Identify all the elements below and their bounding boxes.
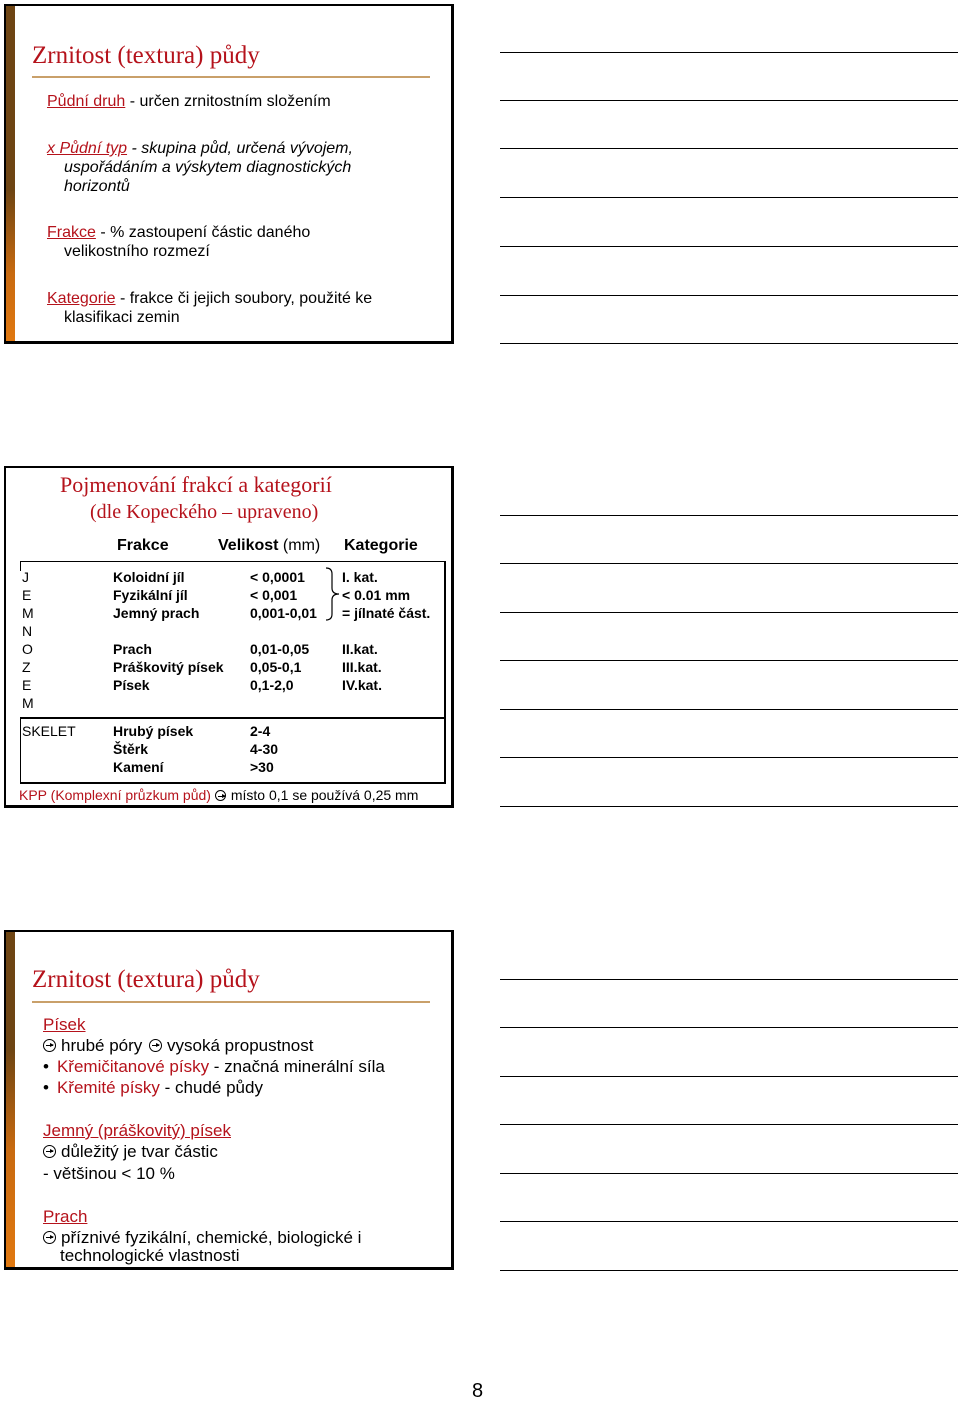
item-kategorie-line2: klasifikaci zemin <box>64 309 180 326</box>
slide-title: Zrnitost (textura) půdy <box>32 42 260 69</box>
sec-pisek-c: • Křemité písky - chudé půdy <box>43 1078 263 1097</box>
table-bottom-line <box>20 782 445 784</box>
note-line <box>500 1124 958 1125</box>
row-cat: III.kat. <box>342 659 382 675</box>
row-size: 0,001-0,01 <box>250 605 317 621</box>
header-velikost: Velikost (mm) <box>218 537 321 554</box>
side-letter: Z <box>22 659 31 675</box>
item-pudni-typ-line2: uspořádáním a výskytem diagnostických <box>64 159 352 176</box>
note-line <box>500 1270 958 1271</box>
row-name: Prach <box>113 641 152 657</box>
note-line <box>500 979 958 980</box>
side-letter: O <box>22 641 33 657</box>
note-line <box>500 148 958 149</box>
side-letter: N <box>22 623 33 639</box>
sec-pisek-a: hrubé póry vysoká propustnost <box>43 1036 313 1055</box>
sec-jemny-b: - většinou < 10 % <box>43 1164 175 1183</box>
title-rule <box>32 76 430 78</box>
slide-title: Zrnitost (textura) půdy <box>32 966 260 993</box>
item-pudni-typ-line3: horizontů <box>64 178 130 195</box>
note-line <box>500 1076 958 1077</box>
slide-1 <box>4 4 454 344</box>
skelet-size: >30 <box>250 759 274 775</box>
curly-brace-icon <box>324 566 342 622</box>
row-size: < 0,001 <box>250 587 298 603</box>
item-kategorie: Kategorie - frakce či jejich soubory, použité ke <box>47 290 373 307</box>
side-letter: E <box>22 587 32 603</box>
row-name: Fyzikální jíl <box>113 587 188 603</box>
term-frakce[interactable]: Frakce <box>47 224 96 241</box>
row-cat: < 0.01 mm <box>342 587 411 603</box>
side-letter: E <box>22 677 32 693</box>
row-cat: II.kat. <box>342 641 378 657</box>
note-line <box>500 100 958 101</box>
term-pudni-druh[interactable]: Půdní druh <box>47 93 126 110</box>
arrow-right-icon <box>43 1039 56 1052</box>
note-line <box>500 660 958 661</box>
skelet-size: 4-30 <box>250 741 279 757</box>
sec-prach-a: příznivé fyzikální, chemické, biologické i <box>43 1228 361 1247</box>
arrow-right-icon <box>43 1145 56 1158</box>
sec-prach-a2: technologické vlastnosti <box>60 1246 240 1265</box>
note-line <box>500 1027 958 1028</box>
slide-2 <box>4 466 454 808</box>
table-left-top-line <box>20 561 21 571</box>
slide-accent-bar <box>6 932 15 1267</box>
slide-title: Pojmenování frakcí a kategorií <box>60 472 332 497</box>
row-cat: = jílnaté část. <box>342 605 431 621</box>
table-left-line <box>20 717 21 783</box>
note-line <box>500 612 958 613</box>
note-line <box>500 343 958 344</box>
side-letter: J <box>22 569 29 585</box>
note-line <box>500 52 958 53</box>
row-size: 0,1-2,0 <box>250 677 294 693</box>
arrow-right-icon <box>149 1039 162 1052</box>
sec-jemny-head[interactable]: Jemný (práškovitý) písek <box>43 1121 231 1140</box>
skelet-name: Hrubý písek <box>113 723 194 739</box>
row-size: 0,01-0,05 <box>250 641 310 657</box>
page-number: 8 <box>472 1380 484 1402</box>
note-line <box>500 757 958 758</box>
item-frakce-line2: velikostního rozmezí <box>64 243 210 260</box>
skelet-name: Kamení <box>113 759 164 775</box>
slide-3 <box>4 930 454 1270</box>
row-cat: IV.kat. <box>342 677 382 693</box>
note-line <box>500 563 958 564</box>
skelet-size: 2-4 <box>250 723 271 739</box>
note-line <box>500 246 958 247</box>
kpp-note: KPP (Komplexní průzkum půd) místo 0,1 se používá 0,25 mm <box>19 787 419 803</box>
row-size: < 0,0001 <box>250 569 305 585</box>
table-mid-line <box>20 717 445 719</box>
note-line <box>500 197 958 198</box>
term-kategorie[interactable]: Kategorie <box>47 290 116 307</box>
sec-pisek-head[interactable]: Písek <box>43 1015 86 1034</box>
sec-jemny-a: důležitý je tvar částic <box>43 1142 218 1161</box>
table-right-line <box>444 561 446 784</box>
note-line <box>500 709 958 710</box>
row-name: Jemný prach <box>113 605 200 621</box>
item-frakce: Frakce - % zastoupení částic daného <box>47 224 311 241</box>
row-size: 0,05-0,1 <box>250 659 302 675</box>
arrow-right-icon <box>43 1231 56 1244</box>
row-name: Koloidní jíl <box>113 569 185 585</box>
header-frakce: Frakce <box>117 537 169 554</box>
term-pudni-typ[interactable]: x Půdní typ <box>47 140 128 157</box>
note-line <box>500 515 958 516</box>
table-top-line <box>20 561 445 562</box>
note-line <box>500 1173 958 1174</box>
note-line <box>500 806 958 807</box>
item-pudni-typ: x Půdní typ - skupina půd, určená vývojem, <box>47 140 353 157</box>
header-kategorie: Kategorie <box>344 537 418 554</box>
skelet-name: Štěrk <box>113 741 149 757</box>
row-cat: I. kat. <box>342 569 378 585</box>
sec-pisek-b: • Křemičitanové písky - značná minerální síla <box>43 1057 385 1076</box>
side-letter: M <box>22 605 34 621</box>
side-letter: M <box>22 695 34 711</box>
note-line <box>500 1221 958 1222</box>
row-name: Práškovitý písek <box>113 659 224 675</box>
slide-subtitle: (dle Kopeckého – upraveno) <box>90 501 319 523</box>
item-pudni-druh: Půdní druh - určen zrnitostním složením <box>47 93 331 110</box>
slide-accent-bar <box>6 6 15 341</box>
sec-prach-head[interactable]: Prach <box>43 1207 88 1226</box>
title-rule <box>32 1001 430 1003</box>
note-line <box>500 295 958 296</box>
arrow-right-icon <box>215 790 226 801</box>
row-name: Písek <box>113 677 150 693</box>
skelet-label: SKELET <box>22 723 76 739</box>
